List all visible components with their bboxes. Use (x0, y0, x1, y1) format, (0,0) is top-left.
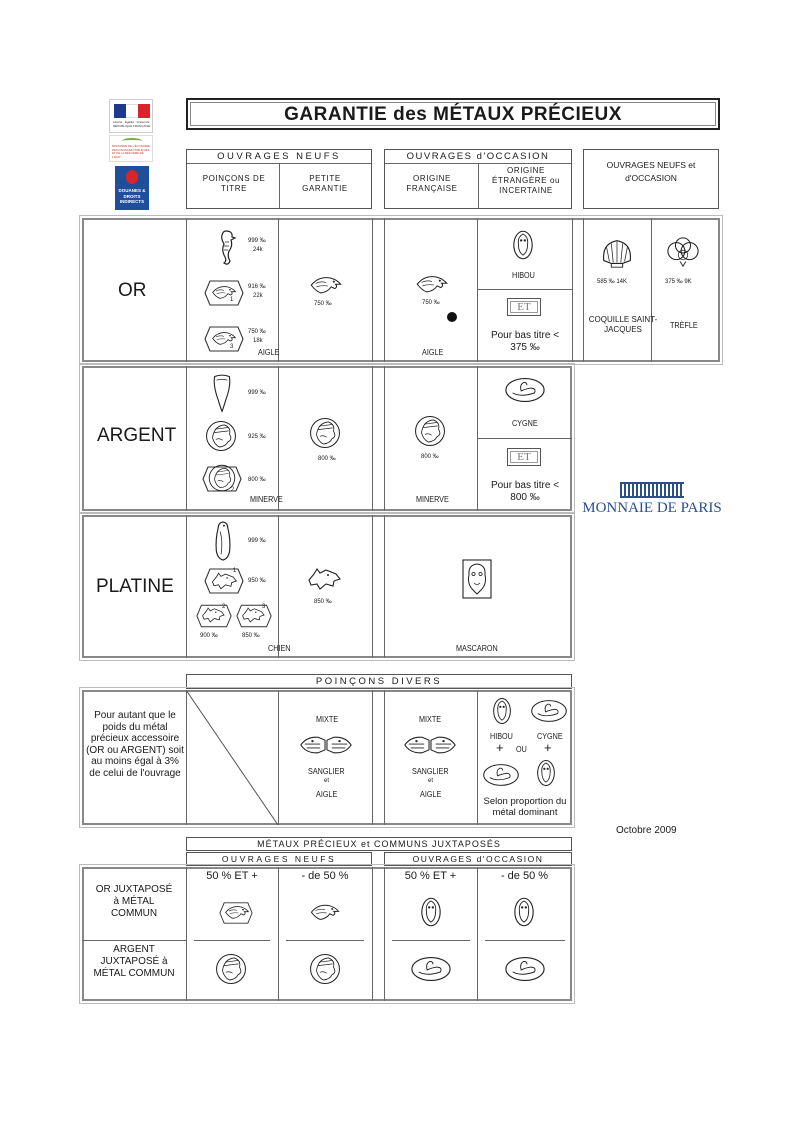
swan-icon (410, 955, 452, 983)
header-petite-garantie: PETITE GARANTIE (302, 174, 348, 193)
vase-icon (211, 372, 233, 414)
minerva-head-icon (308, 416, 342, 450)
dog-head-icon (209, 571, 239, 591)
or-hibou-label: HIBOU (512, 270, 535, 280)
juxta-col3: 50 % ET + (404, 870, 457, 882)
owl-icon (420, 896, 442, 928)
marianne-icon (114, 104, 150, 118)
monnaie-de-paris-logo (582, 478, 722, 520)
swan-icon (504, 376, 546, 404)
or-coquille-value: 585 ‰ 14K (597, 279, 628, 285)
logo-republique-francaise (109, 99, 153, 133)
dot-marker-icon (447, 312, 457, 322)
owl-icon (512, 229, 534, 261)
argent-cygne-label: CYGNE (512, 418, 538, 428)
header-both-label: OUVRAGES NEUFS et d'OCCASION (606, 160, 696, 183)
or-titre1-karat: 24k (253, 247, 263, 253)
owl-icon (513, 896, 535, 928)
divers-cygne-label: CYGNE (537, 731, 563, 741)
title-banner (186, 98, 720, 130)
platine-petite-value: 850 ‰ (314, 599, 332, 605)
or-coquille-name: COQUILLE SAINT-JACQUES (588, 315, 658, 334)
swan-icon (530, 698, 568, 724)
eagle-head-icon (210, 283, 238, 303)
juxta-col1: 50 % ET + (206, 870, 258, 882)
page-title: GARANTIE des MÉTAUX PRÉCIEUX (284, 104, 622, 125)
juxta-occasion-header (384, 852, 572, 866)
mascaron-icon (462, 559, 492, 599)
shell-icon (598, 236, 636, 270)
logo-ministere (109, 135, 153, 162)
et-stamp-text: ET (517, 451, 531, 463)
or-titre1-value: 999 ‰ (248, 238, 266, 244)
dog-head-icon (306, 566, 342, 592)
or-titre2-number: 1 (230, 297, 234, 303)
platine-titre3-value: 900 ‰ (200, 633, 218, 639)
or-titre3-value: 750 ‰ (248, 329, 266, 335)
argent-petite-value: 800 ‰ (318, 456, 336, 462)
eagle-head-icon (414, 272, 450, 298)
header-origine-etrangere: ORIGINE ÉTRANGÈRE ou INCERTAINE (491, 166, 561, 195)
document-date: Octobre 2009 (616, 825, 677, 836)
monnaie-building-icon (620, 482, 684, 498)
juxta-occasion-label: OUVRAGES d'OCCASION (412, 854, 544, 864)
divers-ou-label: OU (516, 744, 527, 754)
minerva-head-icon (204, 419, 238, 453)
platine-titre2-value: 950 ‰ (248, 578, 266, 584)
argent-titre3-number: 2 (231, 487, 235, 493)
or-titre3-number: 3 (230, 344, 234, 350)
header-neufs-label: OUVRAGES NEUFS (217, 151, 341, 162)
divers-note: Pour autant que le poids du métal précieux accessoire (OR ou ARGENT) soit au moins égal à 3% de celui de l'ouvrage (86, 710, 184, 779)
divers-mixte-occ-label: MIXTE (419, 714, 442, 724)
swan-icon (482, 762, 520, 788)
juxta-neufs-label: OUVRAGES NEUFS (221, 854, 337, 864)
argent-bas-titre: Pour bas titre < 800 ‰ (490, 480, 560, 503)
divers-aigle-label: AIGLE (316, 789, 338, 799)
or-trefle-value: 375 ‰ 9K (665, 279, 692, 285)
header-occasion-label: OUVRAGES d'OCCASION (406, 151, 550, 162)
divers-mixte-label: MIXTE (316, 714, 339, 724)
divers-hibou-label: HIBOU (490, 731, 513, 741)
or-titre2-karat: 22k (253, 293, 263, 299)
juxta-neufs-header (186, 852, 372, 866)
eagle-head-icon (210, 329, 238, 349)
owl-icon (492, 696, 512, 726)
platine-titre3-number: 2 (222, 604, 226, 610)
argent-titre2-value: 925 ‰ (248, 434, 266, 440)
platine-titre4-value: 850 ‰ (242, 633, 260, 639)
divers-proportion: Selon proportion du métal dominant (483, 796, 567, 818)
divers-plus-right: + (544, 740, 552, 755)
header-ouvrages-neufs (186, 149, 372, 209)
divers-et-label: et (324, 778, 330, 784)
juxta-header-label: MÉTAUX PRÉCIEUX et COMMUNS JUXTAPOSÉS (257, 839, 501, 849)
header-neufs-et-occasion (583, 149, 719, 209)
swan-icon (504, 955, 546, 983)
header-origine-francaise: ORIGINE FRANÇAISE (406, 174, 458, 193)
douanes-label: DOUANES & DROITS INDIRECTS (118, 188, 146, 204)
divers-plus-left: + (496, 740, 504, 755)
or-aigle-label: AIGLE (258, 347, 280, 357)
argent-minerve-label: MINERVE (250, 494, 283, 504)
header-ouvrages-occasion (384, 149, 572, 209)
eagle-head-icon (308, 273, 344, 299)
argent-occ-fr-value: 800 ‰ (421, 454, 439, 460)
platine-label: PLATINE (96, 576, 174, 597)
divers-header-label: POINÇONS DIVERS (315, 676, 443, 687)
argent-label: ARGENT (97, 425, 177, 446)
argent-titre1-value: 999 ‰ (248, 390, 266, 396)
platine-titre1-value: 999 ‰ (248, 538, 266, 544)
or-titre3-karat: 18k (253, 338, 263, 344)
or-petite-value: 750 ‰ (314, 301, 332, 307)
platine-titre2-number: 1 (233, 568, 237, 574)
rf-caption: Liberté · Égalité · Fraternité RÉPUBLIQUE FRANÇAISE (113, 120, 151, 128)
divers-aigle-occ-label: AIGLE (420, 789, 442, 799)
platine-mascaron-label: MASCARON (456, 643, 498, 653)
juxta-header (186, 837, 572, 851)
ministry-caption: MINISTÈRE DE L'ÉCONOMIE DES FINANCES PUBLIQUES ET DE LA RÉFORME DE L'ÉTAT (112, 144, 150, 159)
boar-eagle-icon (401, 730, 459, 760)
juxta-col2: - de 50 % (301, 870, 349, 882)
diagonal-strike (186, 690, 278, 825)
juxta-col4: - de 50 % (500, 870, 549, 882)
minerva-head-icon (413, 414, 447, 448)
monnaie-label: MONNAIE DE PARIS (582, 500, 722, 516)
divers-et-occ-label: et (428, 778, 434, 784)
et-stamp-icon (507, 448, 541, 466)
et-stamp-text: ET (517, 301, 531, 313)
platine-titre4-number: 3 (262, 604, 266, 610)
owl-icon (536, 758, 556, 788)
or-titre2-value: 916 ‰ (248, 284, 266, 290)
juxta-row-or: OR JUXTAPOSÉ à MÉTAL COMMUN (95, 884, 173, 919)
argent-occ-fr-name: MINERVE (416, 494, 449, 504)
eagle-head-icon (222, 903, 252, 923)
or-bas-titre: Pour bas titre < 375 ‰ (490, 330, 560, 353)
penguin-icon (212, 520, 234, 562)
douanes-flame-icon (126, 170, 138, 184)
divers-sanglier-label: SANGLIER (308, 766, 345, 776)
trefle-icon (664, 236, 702, 270)
minerva-head-icon (214, 952, 248, 986)
platine-chien-label: CHIEN (268, 643, 291, 653)
logo-douanes (115, 166, 149, 210)
divers-header (186, 674, 572, 689)
juxta-row-argent: ARGENT JUXTAPOSÉ à MÉTAL COMMUN (93, 944, 175, 979)
argent-titre3-value: 800 ‰ (248, 477, 266, 483)
et-stamp-icon (507, 298, 541, 316)
or-trefle-name: TRÈFLE (670, 320, 698, 330)
boar-eagle-icon (297, 730, 355, 760)
header-poincons-titre: POINÇONS DE TITRE (202, 174, 266, 193)
or-occ-fr-value: 750 ‰ (422, 300, 440, 306)
or-label: OR (118, 280, 147, 301)
eagle-head-icon (307, 901, 343, 925)
divers-sanglier-occ-label: SANGLIER (412, 766, 449, 776)
minerva-head-icon (308, 952, 342, 986)
seahorse-icon (216, 228, 238, 268)
or-occ-fr-name: AIGLE (422, 347, 444, 357)
